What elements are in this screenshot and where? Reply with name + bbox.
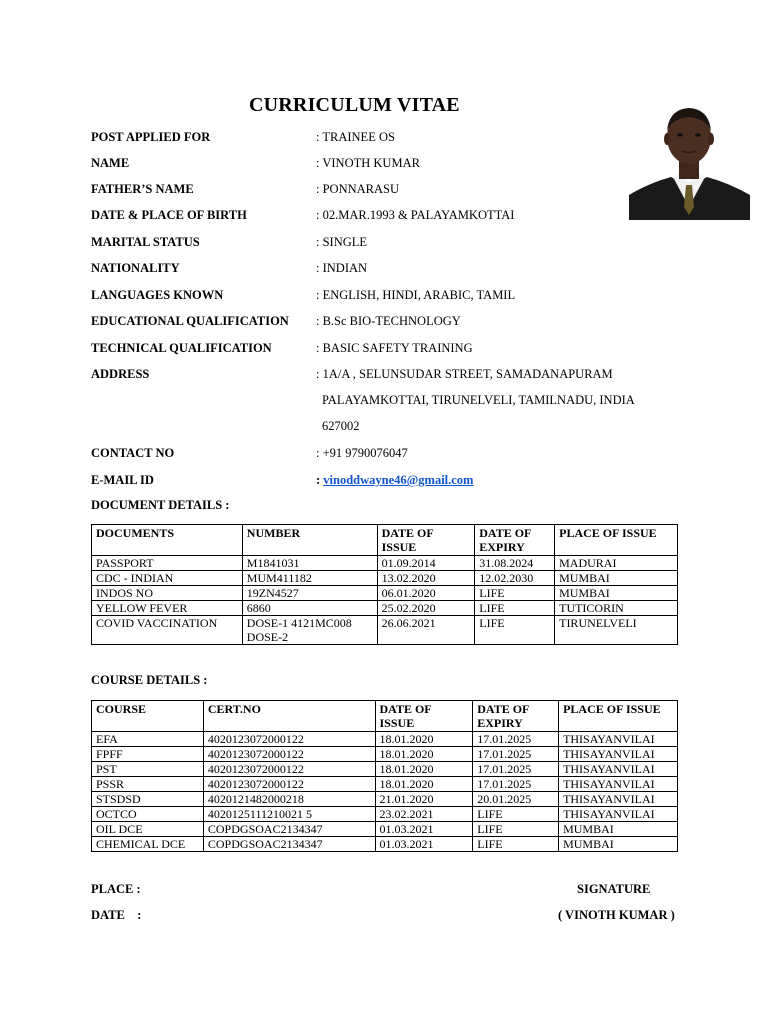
document-cell: 19ZN4527 (242, 586, 377, 601)
table-row (92, 732, 678, 747)
nationality-value: : INDIAN (316, 261, 368, 275)
table-row (92, 601, 678, 616)
email-value-wrap (316, 471, 473, 489)
course-cell: FPFF (92, 747, 204, 762)
course-cell: PSSR (92, 777, 204, 792)
languages-label: LANGUAGES KNOWN (91, 288, 224, 302)
course-cell: 21.01.2020 (375, 792, 473, 807)
course-cell: 17.01.2025 (473, 777, 559, 792)
marital-status-value: : SINGLE (316, 235, 368, 249)
document-cell: MUM411182 (242, 571, 377, 586)
document-cell: 06.01.2020 (377, 586, 475, 601)
course-cell: 17.01.2025 (473, 747, 559, 762)
course-cell: LIFE (473, 837, 559, 852)
document-details-heading: DOCUMENT DETAILS : (91, 498, 230, 512)
table-row (92, 762, 678, 777)
document-cell: COVID VACCINATION (92, 616, 243, 645)
course-cell: 4020123072000122 (203, 762, 375, 777)
course-cell: 4020125111210021 5 (203, 807, 375, 822)
document-cell: 01.09.2014 (377, 556, 475, 571)
document-cell: TUTICORIN (555, 601, 678, 616)
document-cell: 26.06.2021 (377, 616, 475, 645)
document-cell: MADURAI (555, 556, 678, 571)
marital-status-label: MARITAL STATUS (91, 235, 200, 249)
document-cell: YELLOW FEVER (92, 601, 243, 616)
signature-name: ( VINOTH KUMAR ) (558, 908, 675, 922)
technical-label: TECHNICAL QUALIFICATION (91, 341, 272, 355)
course-cell: EFA (92, 732, 204, 747)
address-label: ADDRESS (91, 367, 150, 381)
course-cell: THISAYANVILAI (559, 732, 678, 747)
email-label: E-MAIL ID (91, 473, 154, 487)
course-cell: THISAYANVILAI (559, 747, 678, 762)
course-cell: 18.01.2020 (375, 777, 473, 792)
course-header-cell: CERT.NO (203, 701, 375, 732)
table-row (92, 556, 678, 571)
address-line-3: 627002 (322, 419, 360, 433)
table-row (92, 822, 678, 837)
document-cell: DOSE-1 4121MC008 DOSE-2 (242, 616, 377, 645)
course-cell: 01.03.2021 (375, 822, 473, 837)
technical-value: : BASIC SAFETY TRAINING (316, 341, 473, 355)
document-cell: LIFE (475, 601, 555, 616)
table-row (92, 571, 678, 586)
course-cell: OCTCO (92, 807, 204, 822)
course-cell: STSDSD (92, 792, 204, 807)
document-details-table (91, 524, 678, 645)
table-row (92, 837, 678, 852)
document-cell: CDC - INDIAN (92, 571, 243, 586)
course-header-cell: DATE OF ISSUE (375, 701, 473, 732)
document-cell: M1841031 (242, 556, 377, 571)
post-applied-label: POST APPLIED FOR (91, 130, 211, 144)
course-header-cell: PLACE OF ISSUE (559, 701, 678, 732)
table-row (92, 586, 678, 601)
course-cell: OIL DCE (92, 822, 204, 837)
document-header-cell: DATE OF EXPIRY (475, 525, 555, 556)
profile-photo (629, 95, 750, 220)
course-cell: 4020121482000218 (203, 792, 375, 807)
course-details-table (91, 700, 678, 852)
languages-value: : ENGLISH, HINDI, ARABIC, TAMIL (316, 288, 516, 302)
date-label: DATE : (91, 908, 142, 922)
education-label: EDUCATIONAL QUALIFICATION (91, 314, 289, 328)
table-row (92, 792, 678, 807)
course-header-row (92, 701, 678, 732)
course-cell: MUMBAI (559, 822, 678, 837)
document-cell: 25.02.2020 (377, 601, 475, 616)
course-cell: THISAYANVILAI (559, 777, 678, 792)
fathers-name-label: FATHER’S NAME (91, 182, 194, 196)
document-cell: 31.08.2024 (475, 556, 555, 571)
document-header-cell: DATE OF ISSUE (377, 525, 475, 556)
email-link[interactable]: vinoddwayne46@gmail.com (323, 473, 474, 487)
email-colon: : (316, 473, 321, 487)
document-cell: MUMBAI (555, 586, 678, 601)
post-applied-value: : TRAINEE OS (316, 130, 395, 144)
course-cell: MUMBAI (559, 837, 678, 852)
course-cell: 4020123072000122 (203, 732, 375, 747)
nationality-label: NATIONALITY (91, 261, 180, 275)
document-cell: TIRUNELVELI (555, 616, 678, 645)
document-cell: 6860 (242, 601, 377, 616)
table-row (92, 807, 678, 822)
document-cell: 12.02.2030 (475, 571, 555, 586)
contact-label: CONTACT NO (91, 446, 175, 460)
course-cell: 23.02.2021 (375, 807, 473, 822)
document-cell: MUMBAI (555, 571, 678, 586)
name-value: : VINOTH KUMAR (316, 156, 420, 170)
course-cell: 4020123072000122 (203, 747, 375, 762)
course-cell: 18.01.2020 (375, 747, 473, 762)
address-value: : 1A/A , SELUNSUDAR STREET, SAMADANAPURAM (316, 367, 613, 381)
document-header-row (92, 525, 678, 556)
address-line-2: PALAYAMKOTTAI, TIRUNELVELI, TAMILNADU, INDIA (322, 393, 635, 407)
document-cell: INDOS NO (92, 586, 243, 601)
course-cell: 17.01.2025 (473, 762, 559, 777)
table-row (92, 616, 678, 645)
course-cell: LIFE (473, 807, 559, 822)
dob-place-label: DATE & PLACE OF BIRTH (91, 208, 247, 222)
document-cell: PASSPORT (92, 556, 243, 571)
course-cell: PST (92, 762, 204, 777)
course-cell: 18.01.2020 (375, 732, 473, 747)
course-cell: CHEMICAL DCE (92, 837, 204, 852)
document-header-cell: PLACE OF ISSUE (555, 525, 678, 556)
document-header-cell: DOCUMENTS (92, 525, 243, 556)
document-header-cell: NUMBER (242, 525, 377, 556)
course-header-cell: COURSE (92, 701, 204, 732)
place-label: PLACE : (91, 882, 141, 896)
table-row (92, 747, 678, 762)
course-cell: 20.01.2025 (473, 792, 559, 807)
signature-label: SIGNATURE (577, 882, 651, 896)
dob-place-value: : 02.MAR.1993 & PALAYAMKOTTAI (316, 208, 515, 222)
table-row (92, 777, 678, 792)
course-cell: THISAYANVILAI (559, 792, 678, 807)
course-header-cell: DATE OF EXPIRY (473, 701, 559, 732)
course-cell: COPDGSOAC2134347 (203, 822, 375, 837)
course-cell: LIFE (473, 822, 559, 837)
education-value: : B.Sc BIO-TECHNOLOGY (316, 314, 461, 328)
course-cell: 01.03.2021 (375, 837, 473, 852)
course-cell: 17.01.2025 (473, 732, 559, 747)
course-cell: THISAYANVILAI (559, 807, 678, 822)
document-cell: LIFE (475, 586, 555, 601)
course-cell: THISAYANVILAI (559, 762, 678, 777)
course-cell: 4020123072000122 (203, 777, 375, 792)
course-cell: COPDGSOAC2134347 (203, 837, 375, 852)
document-cell: 13.02.2020 (377, 571, 475, 586)
name-label: NAME (91, 156, 130, 170)
contact-value: : +91 9790076047 (316, 446, 408, 460)
course-cell: 18.01.2020 (375, 762, 473, 777)
course-details-heading: COURSE DETAILS : (91, 673, 208, 687)
fathers-name-value: : PONNARASU (316, 182, 400, 196)
document-title: CURRICULUM VITAE (249, 94, 460, 116)
document-cell: LIFE (475, 616, 555, 645)
